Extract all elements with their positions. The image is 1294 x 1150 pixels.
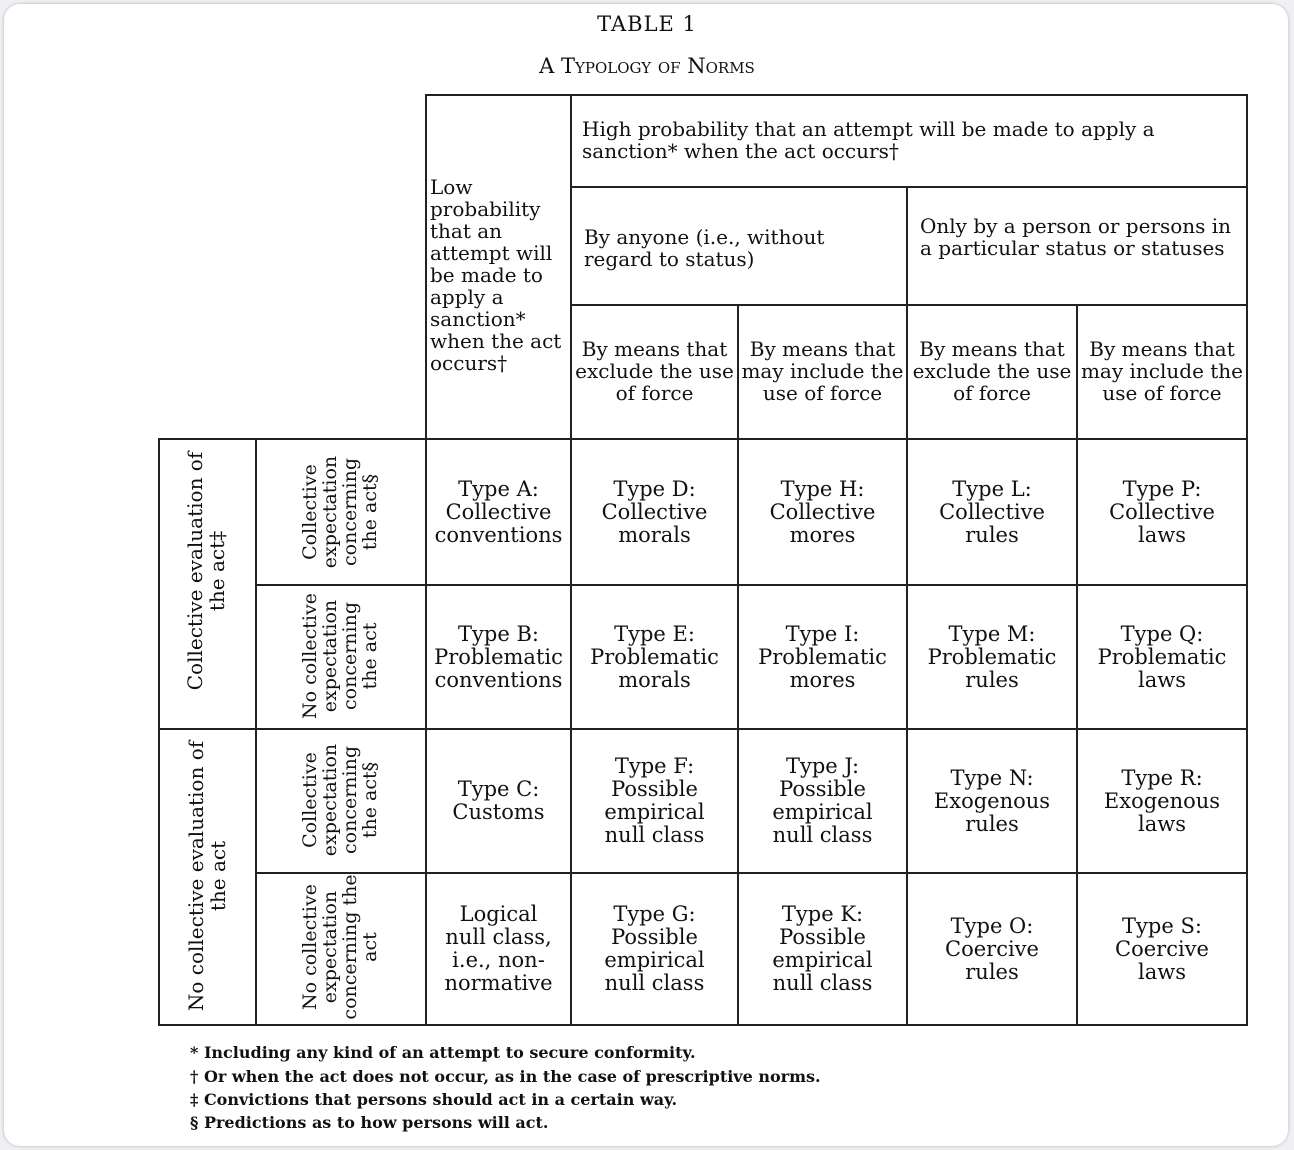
cell-type-n: Type N: Exogenous rules bbox=[933, 765, 1051, 836]
cell-type-d: Type D: Collective morals bbox=[601, 476, 708, 547]
cell-type-k: Type K: Possible empirical null class bbox=[772, 902, 873, 995]
header-exclude-force-1: By means that exclude the use of force bbox=[575, 337, 734, 405]
cell-type-a: Type A: Collective conventions bbox=[434, 476, 563, 547]
cell-type-l: Type L: Collective rules bbox=[939, 476, 1045, 547]
row-group-collective-evaluation: Collective evaluation of the act‡ bbox=[183, 451, 229, 691]
header-high-probability: High probability that an attempt will be made to apply a sanction* when the act occurs† bbox=[582, 117, 1155, 163]
cell-type-g: Type G: Possible empirical null class bbox=[604, 902, 705, 995]
cell-type-r: Type R: Exogenous laws bbox=[1103, 765, 1221, 836]
cell-type-b: Type B: Problematic conventions bbox=[434, 621, 563, 692]
row-label-3: Collective expectation concerning the act§ bbox=[299, 743, 381, 857]
cell-logical-null: Logical null class, i.e., non-normative bbox=[444, 902, 553, 995]
cell-type-e: Type E: Problematic morals bbox=[590, 621, 719, 692]
header-exclude-force-2: By means that exclude the use of force bbox=[912, 337, 1072, 405]
footnote-2: † Or when the act does not occur, as in the case of prescriptive norms. bbox=[190, 1067, 821, 1086]
cell-type-s: Type S: Coercive laws bbox=[1115, 913, 1209, 984]
footnote-1: * Including any kind of an attempt to secure conformity. bbox=[190, 1043, 696, 1062]
cell-type-m: Type M: Problematic rules bbox=[927, 621, 1057, 692]
footnote-3: ‡ Convictions that persons should act in a certain way. bbox=[190, 1090, 678, 1109]
cell-type-i: Type I: Problematic mores bbox=[758, 621, 887, 692]
row-group-no-collective-evaluation: No collective evaluation of the act bbox=[184, 740, 230, 1012]
header-low-probability: Low probability that an attempt will be made to apply a sanction* when the act occurs† bbox=[430, 175, 562, 375]
cell-type-o: Type O: Coercive rules bbox=[945, 913, 1039, 984]
header-include-force-1: By means that may include the use of force bbox=[741, 337, 904, 405]
header-only-by-status: Only by a person or persons in a particular status or statuses bbox=[920, 214, 1232, 260]
cell-type-h: Type H: Collective mores bbox=[769, 476, 876, 547]
cell-type-p: Type P: Collective laws bbox=[1109, 476, 1215, 547]
row-label-4: No collective expectation concerning the act bbox=[299, 874, 381, 1020]
header-by-anyone: By anyone (i.e., without regard to status) bbox=[584, 225, 825, 271]
table-number: TABLE 1 bbox=[597, 12, 697, 36]
row-label-1: Collective expectation concerning the act§ bbox=[299, 455, 381, 569]
cell-type-q: Type Q: Problematic laws bbox=[1097, 621, 1227, 692]
row-label-2: No collective expectation concerning the act bbox=[299, 593, 381, 719]
footnote-4: § Predictions as to how persons will act. bbox=[190, 1113, 549, 1132]
cell-type-c: Type C: Customs bbox=[452, 777, 545, 824]
cell-type-f: Type F: Possible empirical null class bbox=[604, 754, 705, 847]
header-include-force-2: By means that may include the use of force bbox=[1080, 337, 1244, 405]
cell-type-j: Type J: Possible empirical null class bbox=[772, 754, 873, 847]
table-title: A Typology of Norms bbox=[539, 54, 755, 78]
